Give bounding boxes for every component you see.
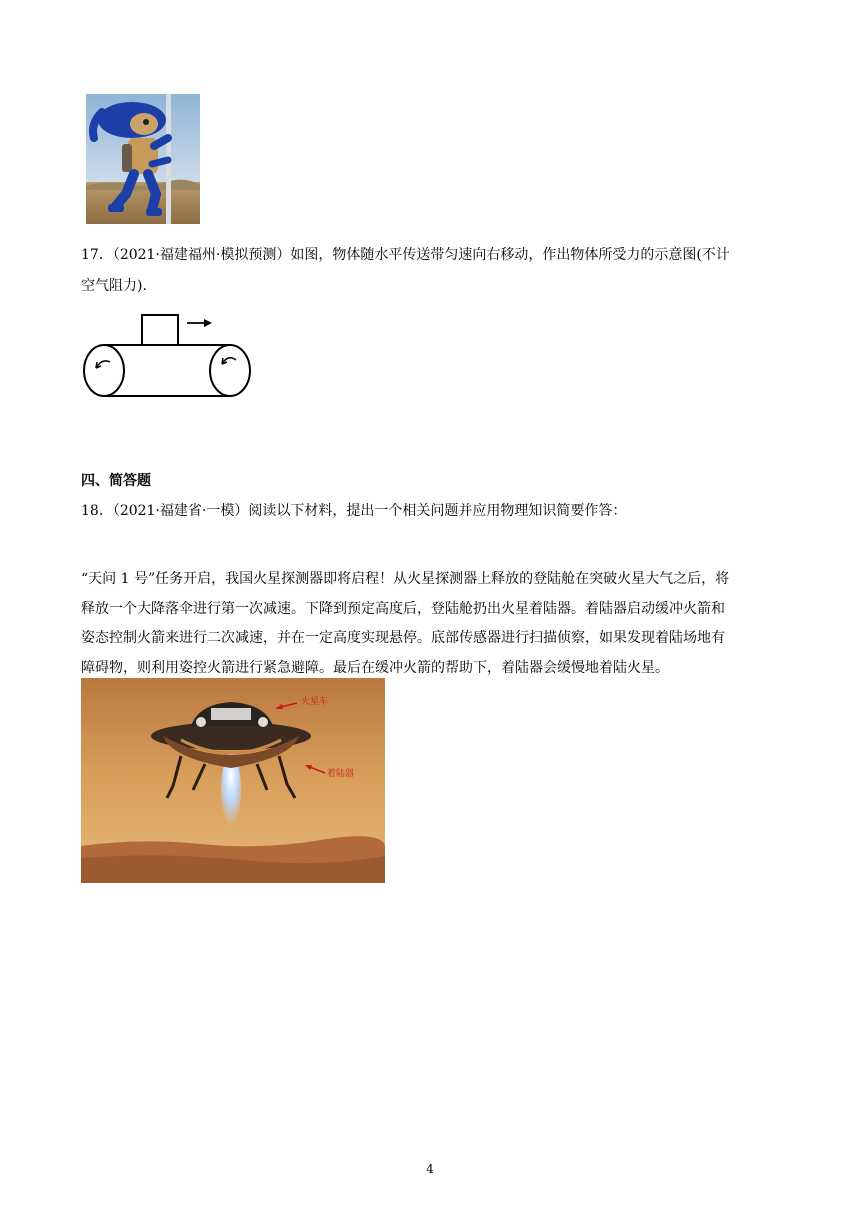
question-18: 18．（2021·福建省·一模）阅读以下材料，提出一个相关问题并应用物理知识简要作答： — [81, 503, 627, 519]
question-17-line-2: 空气阻力). — [81, 278, 147, 294]
left-roller — [84, 345, 124, 396]
material-line-1: “天问 1 号”任务开启，我国火星探测器即将启程！从火星探测器上释放的登陆舱在突破火星大气之后，将 — [81, 571, 730, 587]
section-heading: 四、简答题 — [81, 473, 151, 489]
page-number: 4 — [426, 1162, 434, 1176]
material-line-4: 障碍物，则利用姿控火箭进行紧急避障。最后在缓冲火箭的帮助下，着陆器会缓慢地着陆火星。 — [81, 659, 669, 676]
mars-lander-svg — [81, 678, 385, 883]
right-roller — [210, 345, 250, 396]
robot-illustration — [86, 94, 200, 224]
velocity-arrow — [187, 319, 212, 327]
mars-lander-image — [81, 678, 385, 883]
material-line-3: 姿态控制火箭来进行二次减速，并在一定高度实现悬停。底部传感器进行扫描侦察，如果发现着陆场地有 — [81, 630, 725, 647]
question-17-line-1: 17．（2021·福建福州·模拟预测）如图，物体随水平传送带匀速向右移动，作出物体所受力的示意图(不计 — [81, 247, 730, 263]
robot-climbing-photo — [86, 94, 200, 224]
question-18-material — [81, 565, 781, 683]
conveyor-belt-diagram — [82, 310, 257, 402]
rover-label: 火星车 — [301, 697, 329, 707]
material-line-2: 释放一个大降落伞进行第一次减速。下降到预定高度后，登陆舱扔出火星着陆器。着陆器启动缓冲火箭和 — [81, 600, 725, 617]
question-17 — [81, 240, 781, 302]
block — [142, 315, 178, 345]
lander-label: 着陆器 — [327, 769, 355, 779]
conveyor-belt-svg — [82, 310, 257, 402]
